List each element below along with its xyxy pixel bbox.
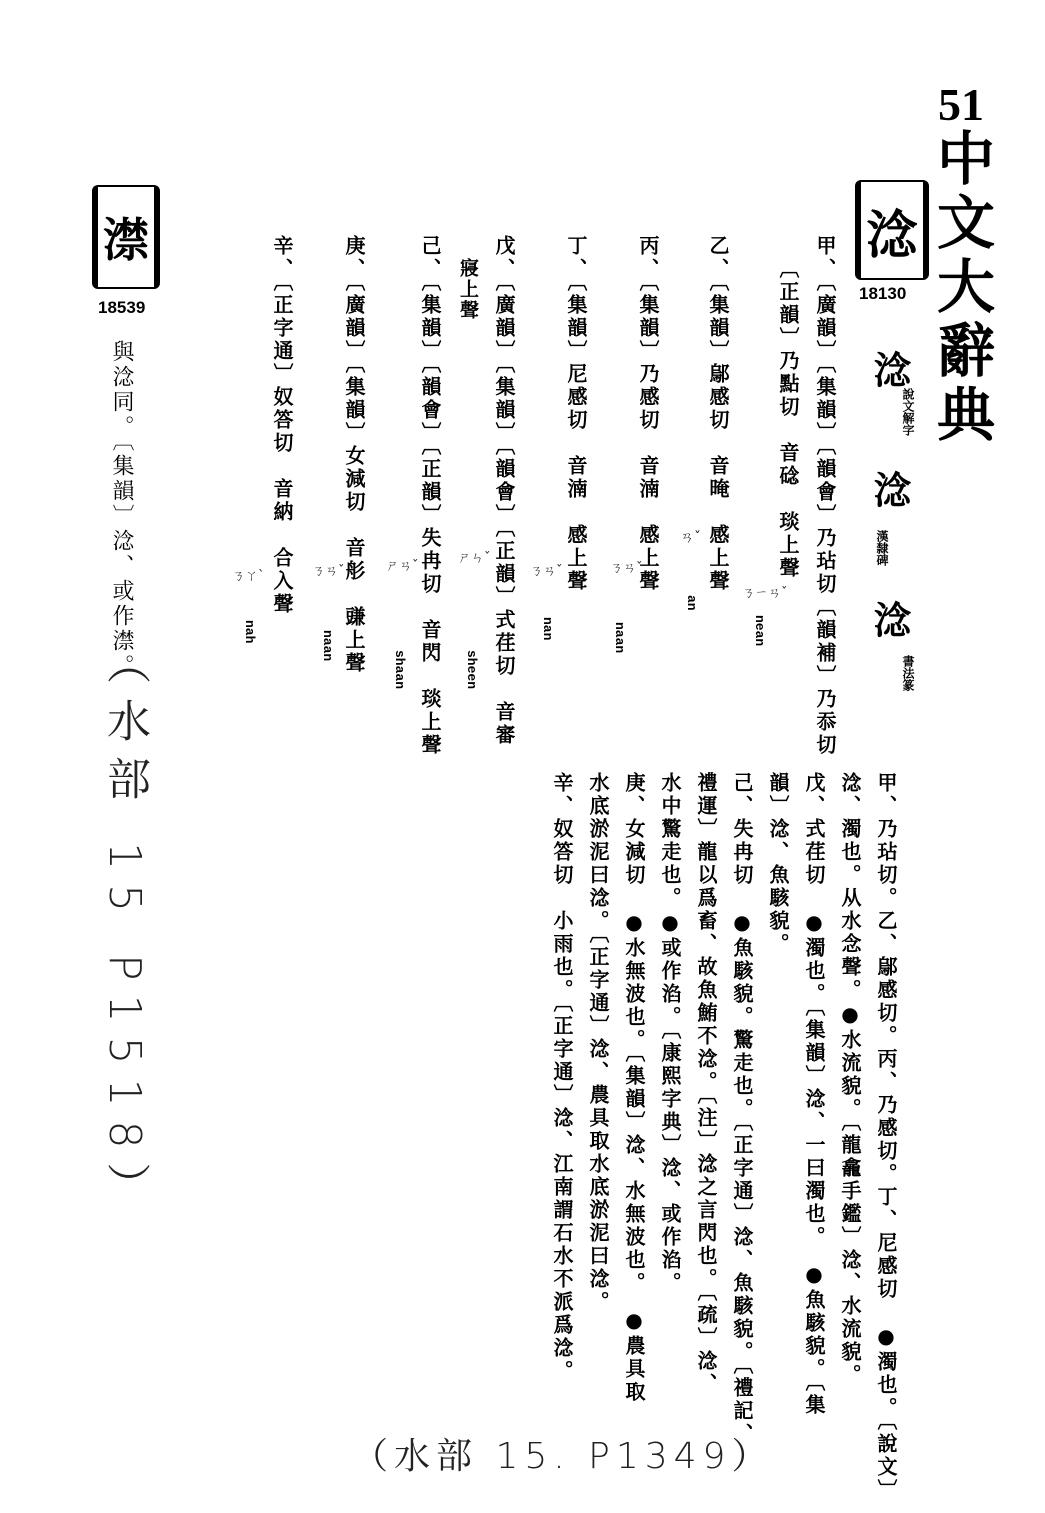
entry2-head-char-box — [92, 185, 160, 289]
roman-bing: naan — [612, 622, 627, 654]
roman-xin: nah — [242, 620, 257, 644]
entry1-form-3: 淰 — [867, 600, 912, 638]
roman-wu: sheen — [464, 650, 479, 690]
entry1-head-char: 淰 — [865, 204, 918, 266]
bottom-handwritten-note: （水部 15. P1349） — [352, 1436, 774, 1477]
reading-wu-2: 寢上聲 — [457, 258, 479, 321]
definition-line-1: 甲、乃玷切。乙、鄔感切。丙、乃感切。丁、尼感切 ●濁也。〔說文〕 — [874, 772, 898, 1502]
reading-ji: 己、〔集韻〕〔韻會〕〔正韻〕失冉切 音閃 琰上聲 — [418, 235, 442, 757]
roman-yi: an — [684, 595, 699, 611]
entry1-form-2-label: 漢隸碑 — [875, 530, 889, 566]
entry2-number: 18539 — [98, 298, 146, 317]
entry1-form-1: 淰 — [867, 350, 912, 388]
reading-jia-2: 〔正韻〕乃點切 音䂼 琰上聲 — [776, 258, 800, 580]
roman-geng: naan — [320, 630, 335, 662]
reading-bing: 丙、〔集韻〕乃感切 音湳 感上聲 — [636, 235, 660, 593]
entry1-form-1-label: 說文解字 — [901, 388, 915, 436]
definition-line-5: 己、失冉切 ●魚駭貌。驚走也。〔正字通〕淰、魚駭貌。〔禮記、 — [730, 772, 754, 1446]
zhuyin-yi: ㄢˇ — [680, 530, 701, 546]
zhuyin-jia: ㄋㄧㄢˇ — [742, 586, 788, 601]
reading-ding: 丁、〔集韻〕尼感切 音湳 感上聲 — [564, 235, 588, 593]
zhuyin-ding: ㄋㄢˇ — [530, 564, 563, 579]
entry1-number: 18130 — [859, 284, 907, 303]
entry1-form-3-label: 書法篆 — [901, 655, 915, 691]
zhuyin-xin: ㄋㄚˋ — [232, 569, 265, 584]
zhuyin-ji: ㄕㄢˇ — [386, 559, 419, 574]
definition-line-9: 水底淤泥曰淰。〔正字通〕淰、農具取水底淤泥曰淰。 — [586, 772, 610, 1314]
definition-line-3: 戊、式荏切 ●濁也。〔集韻〕淰、一曰濁也。 ●魚駭貌。〔集 — [802, 772, 826, 1417]
roman-ji: shaan — [392, 650, 407, 690]
margin-handwritten-note: （水部 15 P1518） — [99, 640, 150, 1221]
entry1-form-2: 淰 — [867, 470, 912, 508]
entry2-head-char: 澿 — [103, 213, 149, 267]
book-title: 中文大辭典 — [927, 128, 995, 448]
entry2-text: 與淰同。〔集韻〕淰、或作澿。 — [109, 340, 134, 679]
definition-line-6: 禮運〕龍以爲畜、故魚鮪不淰。〔注〕淰之言閃也。〔疏〕淰、 — [694, 772, 718, 1396]
reading-jia: 甲、〔廣韻〕〔集韻〕〔韻會〕乃玷切〔韻補〕乃忝切 — [813, 235, 837, 757]
definition-line-8: 庚、女減切 ●水無波也。〔集韻〕淰、水無波也。 ●農具取 — [622, 772, 646, 1404]
page-number: 51 — [938, 79, 984, 130]
reading-yi: 乙、〔集韻〕鄔感切 音晻 感上聲 — [706, 235, 730, 593]
definition-line-7: 水中驚走也。●或作淊。〔康熙字典〕淰、或作淊。 — [658, 772, 682, 1295]
reading-geng: 庚、〔廣韻〕〔集韻〕女減切 音䑣 豏上聲 — [342, 235, 366, 675]
definition-line-4: 韻〕淰、魚駭貌。 — [766, 772, 790, 956]
entry1-head-char-box — [855, 180, 929, 280]
roman-jia: nean — [752, 615, 767, 647]
definition-line-10: 辛、奴答切 小雨也。〔正字通〕淰、江南謂石水不派爲淰。 — [550, 772, 574, 1383]
definition-line-2: 淰、濁也。从水念聲。●水流貌。〔龍龕手鑑〕淰、水流貌。 — [838, 772, 862, 1387]
reading-wu: 戊、〔廣韻〕〔集韻〕〔韻會〕〔正韻〕式荏切 音審 — [492, 235, 516, 747]
roman-ding: nan — [540, 617, 555, 641]
zhuyin-geng: ㄋㄢˇ — [312, 564, 345, 579]
zhuyin-bing: ㄋㄢˇ — [610, 561, 643, 576]
zhuyin-wu: ㄕㄣˇ — [458, 551, 491, 566]
reading-xin: 辛、〔正字通〕奴答切 音納 合入聲 — [270, 235, 294, 616]
